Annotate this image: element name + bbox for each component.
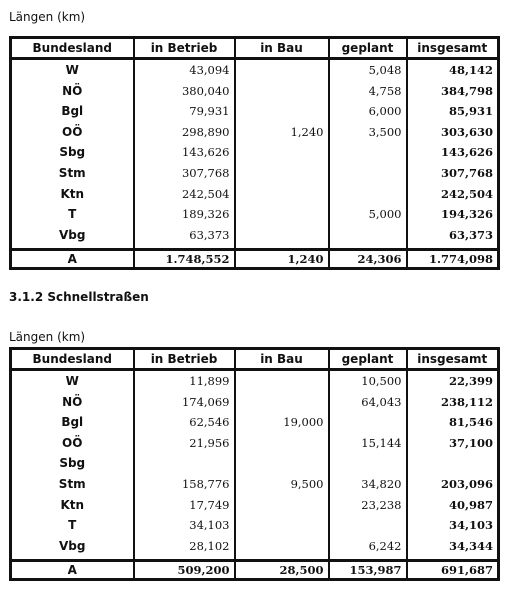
- value-cell: 22,399: [407, 370, 499, 395]
- value-cell: [235, 498, 329, 519]
- value-cell: [235, 370, 329, 395]
- value-cell: [235, 518, 329, 539]
- value-cell: 48,142: [407, 59, 499, 84]
- column-header: in Betrieb: [134, 38, 235, 59]
- table-row: [11, 498, 499, 519]
- total-label: A: [11, 561, 134, 580]
- value-cell: [235, 228, 329, 250]
- value-cell: 203,096: [407, 477, 499, 498]
- table-row: [11, 59, 499, 84]
- table-row: [11, 166, 499, 187]
- motorway-length-table: [9, 36, 500, 270]
- value-cell: 81,546: [407, 415, 499, 436]
- table-header-row: [11, 38, 499, 59]
- value-cell: 17,749: [134, 498, 235, 519]
- value-cell: 158,776: [134, 477, 235, 498]
- value-cell: 3,500: [329, 125, 407, 146]
- value-cell: [235, 166, 329, 187]
- column-header: insgesamt: [407, 38, 499, 59]
- value-cell: 43,094: [134, 59, 235, 84]
- value-cell: 5,000: [329, 207, 407, 228]
- value-cell: [329, 228, 407, 250]
- value-cell: 6,000: [329, 104, 407, 125]
- value-cell: [235, 59, 329, 84]
- state-cell: OÖ: [11, 436, 134, 457]
- table-row: [11, 125, 499, 146]
- value-cell: 174,069: [134, 395, 235, 416]
- value-cell: [235, 207, 329, 228]
- column-header: in Bau: [235, 38, 329, 59]
- value-cell: 28,102: [134, 539, 235, 561]
- table-row: [11, 207, 499, 228]
- value-cell: [235, 104, 329, 125]
- value-cell: [329, 415, 407, 436]
- table-row: [11, 370, 499, 395]
- column-header: Bundesland: [11, 349, 134, 370]
- state-cell: W: [11, 370, 134, 395]
- column-header: Bundesland: [11, 38, 134, 59]
- value-cell: 63,373: [134, 228, 235, 250]
- column-header: geplant: [329, 38, 407, 59]
- value-cell: 11,899: [134, 370, 235, 395]
- table-row: [11, 228, 499, 250]
- value-cell: 64,043: [329, 395, 407, 416]
- value-cell: 10,500: [329, 370, 407, 395]
- state-cell: Sbg: [11, 145, 134, 166]
- state-cell: T: [11, 207, 134, 228]
- value-cell: 34,103: [407, 518, 499, 539]
- value-cell: [329, 145, 407, 166]
- table1-caption: Längen (km): [9, 10, 86, 24]
- value-cell: [235, 145, 329, 166]
- value-cell: 4,758: [329, 84, 407, 105]
- value-cell: [235, 187, 329, 208]
- value-cell: 34,103: [134, 518, 235, 539]
- value-cell: [329, 456, 407, 477]
- expressway-length-table: [9, 347, 500, 581]
- value-cell: 23,238: [329, 498, 407, 519]
- value-cell: [407, 456, 499, 477]
- value-cell: 34,820: [329, 477, 407, 498]
- value-cell: [134, 456, 235, 477]
- value-cell: 298,890: [134, 125, 235, 146]
- column-header: in Bau: [235, 349, 329, 370]
- total-value: 509,200: [134, 561, 235, 580]
- value-cell: [329, 187, 407, 208]
- table-row: [11, 436, 499, 457]
- state-cell: NÖ: [11, 84, 134, 105]
- section-heading: 3.1.2 Schnellstraßen: [9, 290, 149, 304]
- value-cell: 242,504: [407, 187, 499, 208]
- state-cell: Bgl: [11, 104, 134, 125]
- value-cell: 85,931: [407, 104, 499, 125]
- column-header: geplant: [329, 349, 407, 370]
- table-row: [11, 145, 499, 166]
- state-cell: W: [11, 59, 134, 84]
- value-cell: 143,626: [134, 145, 235, 166]
- value-cell: [235, 395, 329, 416]
- state-cell: Stm: [11, 477, 134, 498]
- value-cell: 5,048: [329, 59, 407, 84]
- table-row: [11, 104, 499, 125]
- state-cell: T: [11, 518, 134, 539]
- value-cell: 9,500: [235, 477, 329, 498]
- value-cell: 143,626: [407, 145, 499, 166]
- value-cell: 303,630: [407, 125, 499, 146]
- value-cell: 6,242: [329, 539, 407, 561]
- total-value: 153,987: [329, 561, 407, 580]
- value-cell: 307,768: [407, 166, 499, 187]
- value-cell: [329, 518, 407, 539]
- value-cell: 194,326: [407, 207, 499, 228]
- value-cell: 15,144: [329, 436, 407, 457]
- value-cell: 380,040: [134, 84, 235, 105]
- column-header: in Betrieb: [134, 349, 235, 370]
- state-cell: Bgl: [11, 415, 134, 436]
- value-cell: 62,546: [134, 415, 235, 436]
- total-value: 28,500: [235, 561, 329, 580]
- state-cell: Vbg: [11, 228, 134, 250]
- table-row: [11, 456, 499, 477]
- value-cell: 79,931: [134, 104, 235, 125]
- value-cell: 238,112: [407, 395, 499, 416]
- column-header: insgesamt: [407, 349, 499, 370]
- value-cell: 19,000: [235, 415, 329, 436]
- total-value: 1.774,098: [407, 250, 499, 269]
- value-cell: [235, 84, 329, 105]
- table-row: [11, 415, 499, 436]
- total-label: A: [11, 250, 134, 269]
- value-cell: [235, 539, 329, 561]
- total-row: [11, 250, 499, 269]
- value-cell: [235, 436, 329, 457]
- value-cell: [329, 166, 407, 187]
- value-cell: 40,987: [407, 498, 499, 519]
- table-row: [11, 477, 499, 498]
- value-cell: 189,326: [134, 207, 235, 228]
- value-cell: 21,956: [134, 436, 235, 457]
- value-cell: 384,798: [407, 84, 499, 105]
- table-row: [11, 539, 499, 561]
- table-row: [11, 395, 499, 416]
- table2-caption: Längen (km): [9, 330, 86, 344]
- total-value: 1,240: [235, 250, 329, 269]
- total-value: 24,306: [329, 250, 407, 269]
- value-cell: 34,344: [407, 539, 499, 561]
- state-cell: NÖ: [11, 395, 134, 416]
- value-cell: [235, 456, 329, 477]
- table-row: [11, 187, 499, 208]
- state-cell: Stm: [11, 166, 134, 187]
- value-cell: 37,100: [407, 436, 499, 457]
- value-cell: 242,504: [134, 187, 235, 208]
- table-header-row: [11, 349, 499, 370]
- state-cell: Ktn: [11, 498, 134, 519]
- total-value: 1.748,552: [134, 250, 235, 269]
- value-cell: 1,240: [235, 125, 329, 146]
- value-cell: 63,373: [407, 228, 499, 250]
- total-value: 691,687: [407, 561, 499, 580]
- value-cell: 307,768: [134, 166, 235, 187]
- total-row: [11, 561, 499, 580]
- state-cell: OÖ: [11, 125, 134, 146]
- table-row: [11, 518, 499, 539]
- state-cell: Sbg: [11, 456, 134, 477]
- table-row: [11, 84, 499, 105]
- state-cell: Ktn: [11, 187, 134, 208]
- state-cell: Vbg: [11, 539, 134, 561]
